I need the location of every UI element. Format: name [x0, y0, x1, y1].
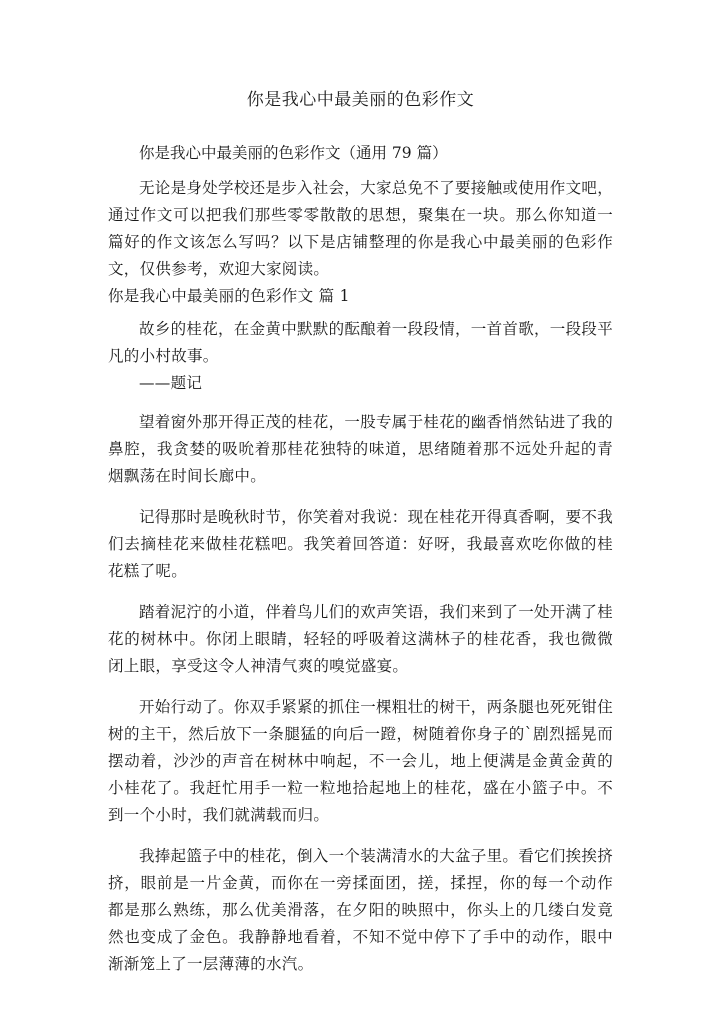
paragraph-1: 故乡的桂花，在金黄中默默的酝酿着一段段情，一首首歌，一段段平凡的小村故事。 [108, 320, 614, 365]
section-heading: 你是我心中最美丽的色彩作文 篇 1 [108, 287, 350, 305]
paragraph-5: 开始行动了。你双手紧紧的抓住一棵粗壮的树干，两条腿也死死钳住树的主干，然后放下一条腿猛的向后一蹬，树随着你身子的`剧烈摇晃而摆动着，沙沙的声音在树林中响起，不一会儿，地上便满是金黄金黄的小桂花了。我赶忙用手一粒一粒地拾起地上的桂花，盛在小篮子中。不到一个小时，我们就满载而归。 [108, 698, 614, 824]
intro-paragraph: 无论是身处学校还是步入社会，大家总免不了要接触或使用作文吧，通过作文可以把我们那些零零散散的思想，聚集在一块。那么你知道一篇好的作文该怎么写吗？以下是店铺整理的你是我心中最美丽的色彩作文，仅供参考，欢迎大家阅读。 [108, 179, 614, 278]
paragraph-2: 望着窗外那开得正茂的桂花，一股专属于桂花的幽香悄然钻进了我的鼻腔，我贪婪的吸吮着那桂花独特的味道，思绪随着那不远处升起的青烟飘荡在时间长廊中。 [108, 413, 614, 485]
paragraph-3: 记得那时是晚秋时节，你笑着对我说：现在桂花开得真香啊，要不我们去摘桂花来做桂花糕吧。我笑着回答道：好呀，我最喜欢吃你做的桂花糕了呢。 [108, 508, 614, 580]
epigraph-note: ——题记 [139, 374, 203, 392]
paragraph-4: 踏着泥泞的小道，伴着鸟儿们的欢声笑语，我们来到了一处开满了桂花的树林中。你闭上眼睛，轻轻的呼吸着这满林子的桂花香，我也微微闭上眼，享受这令人神清气爽的嗅觉盛宴。 [108, 603, 614, 675]
document-title: 你是我心中最美丽的色彩作文 [246, 90, 475, 110]
document-subtitle: 你是我心中最美丽的色彩作文（通用 79 篇） [139, 144, 448, 162]
paragraph-6: 我捧起篮子中的桂花，倒入一个装满清水的大盆子里。看它们挨挨挤挤，眼前是一片金黄，而你在一旁揉面团，搓，揉捏，你的每一个动作都是那么熟练，那么优美滑落，在夕阳的映照中，你头上的几缕白发竟然也变成了金色。我静静地看着，不知不觉中停下了手中的动作，眼中渐渐笼上了一层薄薄的水汽。 [108, 847, 614, 973]
document-page [108, 86, 613, 978]
